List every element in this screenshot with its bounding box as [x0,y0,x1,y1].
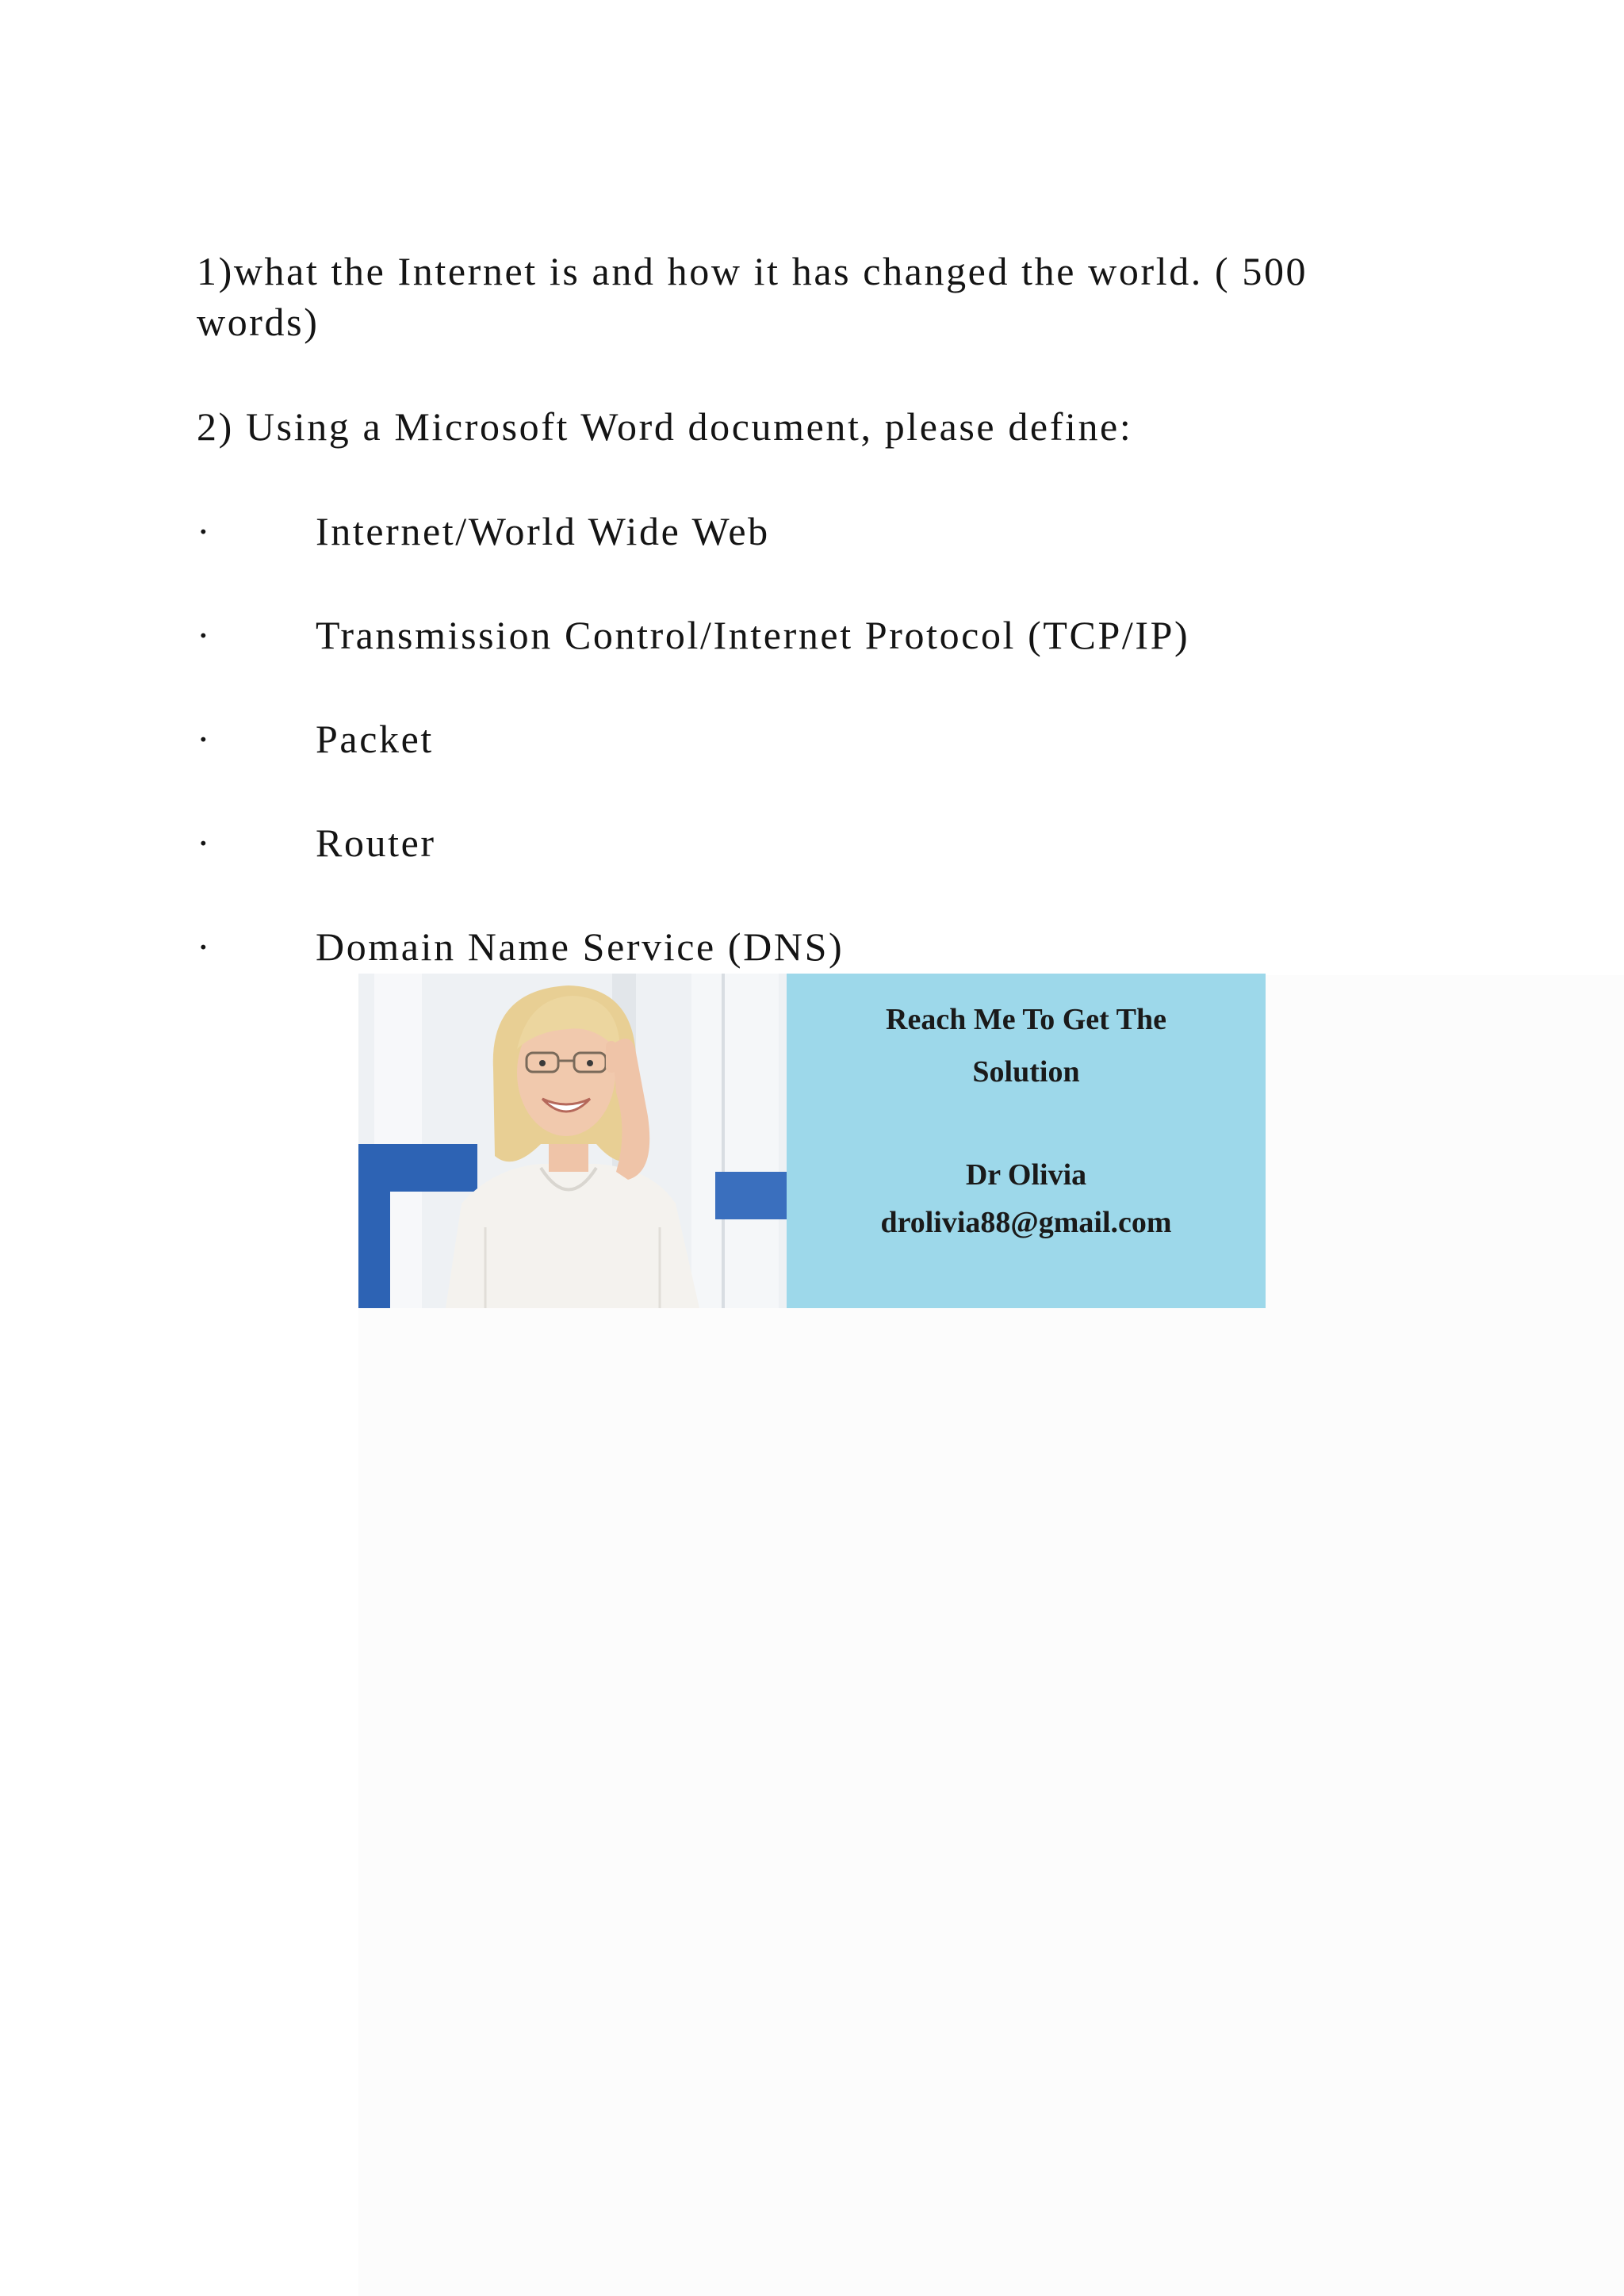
bullet-icon: · [197,924,213,969]
definition-label: Transmission Control/Internet Protocol (TCP/IP) [316,613,1190,657]
page-shade-right [1266,975,1624,1308]
definition-label: Internet/World Wide Web [316,509,770,553]
definition-label: Domain Name Service (DNS) [316,924,845,969]
definition-label: Packet [316,717,434,761]
page-shade [358,1308,1624,2296]
contact-info-panel [787,974,1266,1308]
definition-label: Router [316,821,436,865]
question-1-line-2: words) [197,300,320,344]
banner-heading-line-2: Solution [972,1055,1080,1089]
question-2: 2) Using a Microsoft Word document, please define: [197,404,1133,449]
bullet-icon: · [197,717,213,761]
banner-heading-line-1: Reach Me To Get The [886,1003,1166,1036]
question-1-line-1: 1)what the Internet is and how it has changed the world. ( 500 [197,249,1308,293]
contact-email: drolivia88@gmail.com [880,1206,1172,1239]
bullet-icon: · [197,821,213,865]
bullet-icon: · [197,613,213,657]
woman-portrait-image [358,974,787,1308]
portrait-illustration [358,974,787,1308]
contact-name: Dr Olivia [965,1158,1087,1192]
contact-banner [358,974,1266,1308]
bullet-icon: · [197,509,213,553]
